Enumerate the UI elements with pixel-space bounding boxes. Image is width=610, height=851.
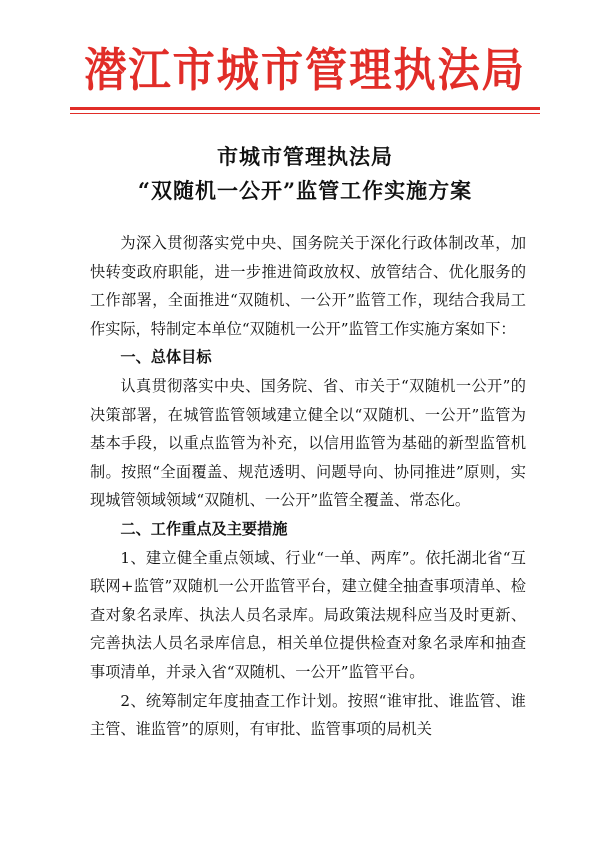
title-line-2: “双随机一公开”监管工作实施方案 [137, 178, 473, 203]
document-body [90, 229, 526, 744]
title-line-1: 市城市管理执法局 [217, 144, 393, 169]
organization-name: 潜江市城市管理执法局 [84, 43, 526, 97]
section-heading-1: 一、总体目标 [120, 348, 212, 367]
letterhead [0, 42, 610, 98]
document-title [0, 140, 610, 208]
measure-item-1: 1、建立健全重点领域、行业“一单、两库”。依托湖北省“互联网+监管”双随机一公开监管平台，建立健全抽查事项清单、检查对象名录库、执法人员名录库。局政策法规科应当及时更新、完善执法人员名录库信息，相关单位提供检查对象名录库和抽查事项清单，并录入省“双随机、一公开”监管平台。 [90, 548, 526, 681]
section-heading-2: 二、工作重点及主要措施 [120, 519, 288, 538]
intro-paragraph: 为深入贯彻落实党中央、国务院关于深化行政体制改革，加快转变政府职能，进一步推进简政放权、放管结合、优化服务的工作部署，全面推进“双随机、一公开”监管工作，现结合我局工作实际，特制定本单位“双随机一公开”监管工作实施方案如下： [90, 234, 526, 338]
section-paragraph-1: 认真贯彻落实中央、国务院、省、市关于“双随机一公开”的决策部署，在城管监管领域建立健全以“双随机、一公开”监管为基本手段，以重点监管为补充，以信用监管为基础的新型监管机制。按照“全面覆盖、规范透明、问题导向、协同推进”原则，实现城管领域领域“双随机、一公开”监管全覆盖、常态化。 [90, 376, 526, 510]
red-divider-thin [70, 113, 540, 114]
measure-item-2: 2、统筹制定年度抽查工作计划。按照“谁审批、谁监管、谁主管、谁监管”的原则，有审批、监管事项的局机关 [90, 691, 526, 739]
red-divider-thick [70, 107, 540, 110]
